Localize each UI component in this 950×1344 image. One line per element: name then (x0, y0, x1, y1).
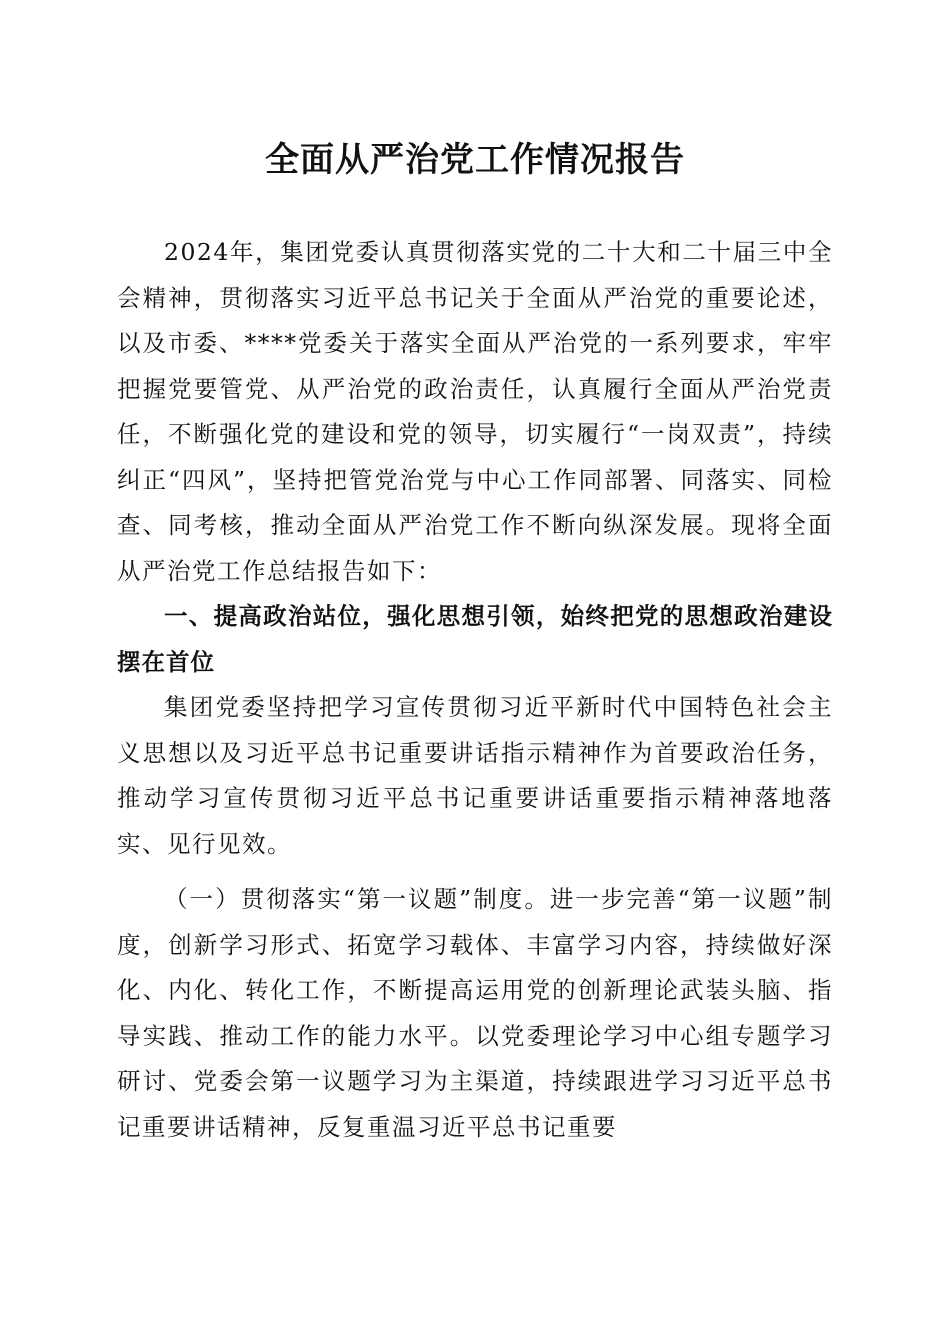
document-title: 全面从严治党工作情况报告 (265, 140, 685, 180)
subsection-paragraph: （一）贯彻落实“第一议题”制度。进一步完善“第一议题”制度，创新学习形式、拓宽学习载体、丰富学习内容，持续做好深化、内化、转化工作，不断提高运用党的创新理论武装头脑、指导实践、推动工作的能力水平。以党委理论学习中心组专题学习研讨、党委会第一议题学习为主渠道，持续跟进学习习近平总书记重要讲话精神，反复重温习近平总书记重要 (117, 885, 833, 1141)
section-heading: 一、提高政治站位，强化思想引领，始终把党的思想政治建设摆在首位 (117, 602, 833, 676)
document-body (117, 230, 833, 1150)
section-paragraph: 集团党委坚持把学习宣传贯彻习近平新时代中国特色社会主义思想以及习近平总书记重要讲话指示精神作为首要政治任务，推动学习宣传贯彻习近平总书记重要讲话重要指示精神落地落实、见行见效。 (117, 693, 833, 858)
intro-paragraph: 2024年，集团党委认真贯彻落实党的二十大和二十届三中全会精神，贯彻落实习近平总书记关于全面从严治党的重要论述，以及市委、****党委关于落实全面从严治党的一系列要求，牢牢把握党要管党、从严治党的政治责任，认真履行全面从严治党责任，不断强化党的建设和党的领导，切实履行“一岗双责”，持续纠正“四风”，坚持把管党治党与中心工作同部署、同落实、同检查、同考核，推动全面从严治党工作不断向纵深发展。现将全面从严治党工作总结报告如下： (117, 238, 833, 585)
